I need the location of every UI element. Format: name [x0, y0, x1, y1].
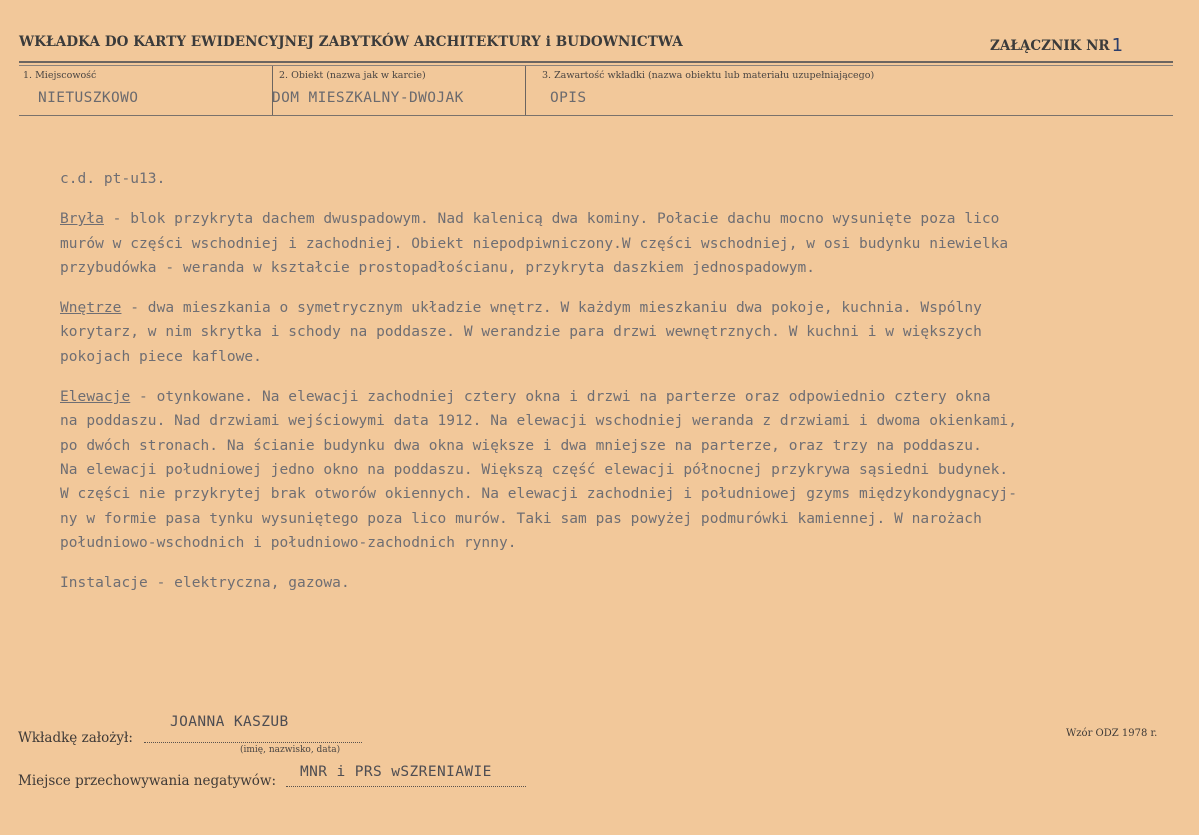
- intro-line: c.d. pt-u13.: [60, 171, 166, 187]
- wnetrze-text-1: - dwa mieszkania o symetrycznym układzie wnętrz. W każdym mieszkaniu dwa pokoje, kuchnia. Wspólny: [121, 300, 982, 317]
- form-code: Wzór ODZ 1978 r.: [1066, 728, 1158, 739]
- locality-label: 1. Miejscowość: [23, 70, 97, 81]
- content-value: OPIS: [550, 90, 587, 106]
- form-title: WKŁADKA DO KARTY EWIDENCYJNEJ ZABYTKÓW ARCHITEKTURY i BUDOWNICTWA: [19, 34, 683, 50]
- elewacje-line-1: [60, 385, 1190, 409]
- elewacje-line-3: po dwóch stronach. Na ścianie budynku dwa okna większe i dwa mniejsze na parterze, oraz trzy na poddaszu.: [60, 437, 982, 454]
- header-rule-thin: [19, 65, 1173, 66]
- wnetrze-term: Wnętrze: [60, 300, 122, 317]
- negatives-label: Miejsce przechowywania negatywów:: [18, 773, 277, 789]
- locality-value: NIETUSZKOWO: [38, 90, 139, 106]
- content-label: 3. Zawartość wkładki (nazwa obiektu lub materiału uzupełniającego): [542, 70, 875, 81]
- elewacje-line-6: ny w formie pasa tynku wysuniętego poza lico murów. Taki sam pas powyżej podmurówki kamiennej. W narożach: [60, 510, 982, 527]
- attachment-number: [990, 34, 1123, 55]
- author-label: Wkładkę założył:: [18, 730, 133, 746]
- instalacje-line: Instalacje - elektryczna, gazowa.: [60, 575, 350, 592]
- bryla-line-2: murów w części wschodniej i zachodniej. Obiekt niepodpiwniczony.W części wschodniej, w osi budynku niewielka: [60, 235, 1009, 252]
- elewacje-text-1: - otynkowane. Na elewacji zachodniej cztery okna i drzwi na parterze oraz odpowiednio cztery okna: [130, 389, 991, 406]
- author-hint: (imię, nazwisko, data): [240, 745, 341, 755]
- elewacje-term: Elewacje: [60, 389, 131, 406]
- elewacje-line-5: W części nie przykrytej brak otworów okiennych. Na elewacji zachodniej i południowej gzyms międzykondygnacyj-: [60, 486, 1017, 503]
- field-divider-2: [525, 66, 526, 116]
- bryla-term: Bryła: [60, 211, 104, 228]
- elewacje-line-4: Na elewacji południowej jedno okno na poddaszu. Większą część elewacji północnej przykrywa sąsiedni budynek.: [60, 461, 1009, 478]
- header-rule: [19, 61, 1173, 63]
- bryla-line-3: przybudówka - weranda w kształcie prostopadłościanu, przykryta daszkiem jednospadowym.: [60, 259, 816, 276]
- wnetrze-line-1: [60, 296, 1190, 320]
- elewacje-line-2: na poddaszu. Nad drzwiami wejściowymi data 1912. Na elewacji wschodniej weranda z drzwiami i dwoma okienkami,: [60, 413, 1017, 430]
- fields-bottom-rule: [19, 115, 1173, 116]
- object-value: DOM MIESZKALNY-DWOJAK: [272, 90, 464, 106]
- author-value: JOANNA KASZUB: [170, 714, 289, 730]
- bryla-line-1: [60, 207, 1190, 231]
- attachment-number-handwritten: 1: [1111, 35, 1124, 56]
- author-dotted-line: [144, 742, 362, 743]
- attachment-label: ZAŁĄCZNIK NR: [990, 38, 1110, 54]
- wnetrze-line-3: pokojach piece kaflowe.: [60, 348, 262, 365]
- negatives-dotted-line: [286, 786, 526, 787]
- wnetrze-line-2: korytarz, w nim skrytka i schody na poddasze. W werandzie para drzwi wewnętrznych. W kuchni i w większych: [60, 324, 982, 341]
- negatives-value: MNR i PRS wSZRENIAWIE: [300, 764, 492, 780]
- bryla-text-1: - blok przykryta dachem dwuspadowym. Nad kalenicą dwa kominy. Połacie dachu mocno wysunięte poza lico: [103, 211, 1000, 228]
- elewacje-line-7: południowo-wschodnich i południowo-zachodnich rynny.: [60, 534, 517, 551]
- description-text: [60, 167, 1190, 595]
- object-label: 2. Obiekt (nazwa jak w karcie): [279, 70, 426, 81]
